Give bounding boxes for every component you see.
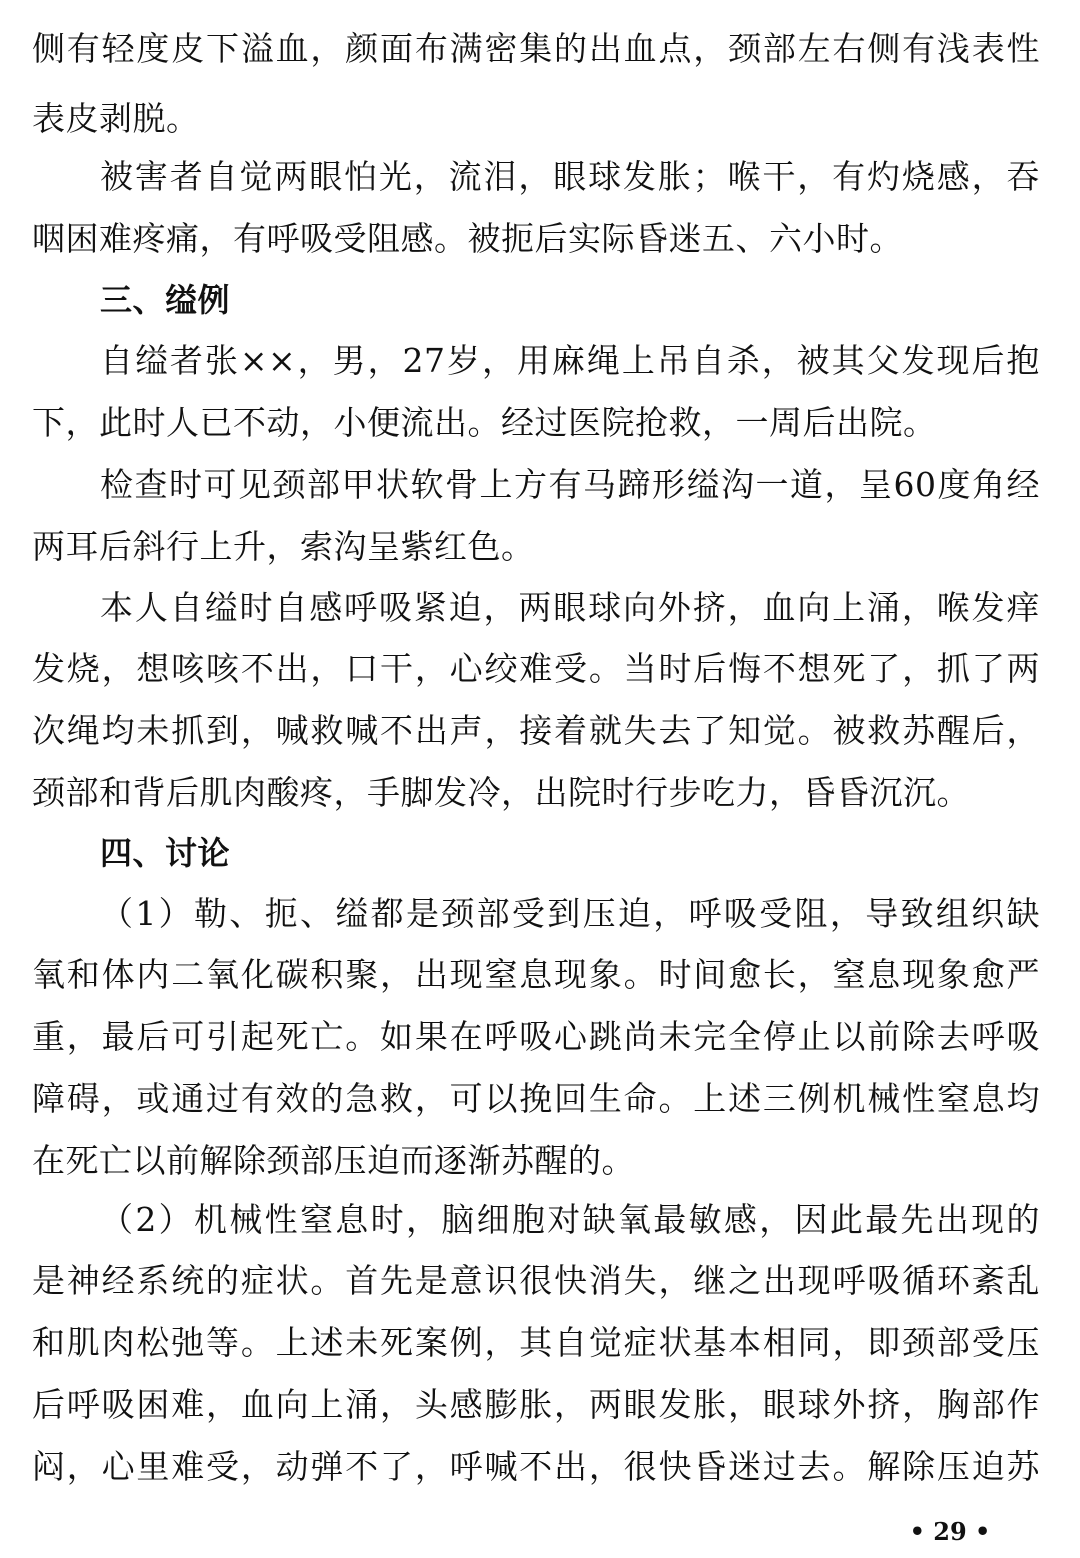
text-line-18: 障碍，或通过有效的急救，可以挽回生命。上述三例机械性窒息均 (32, 1079, 1040, 1118)
text-line-10: 本人自缢时自感呼吸紧迫，两眼球向外挤，血向上涌，喉发痒 (100, 588, 1040, 627)
text-line-11: 发烧，想咳咳不出，口干，心绞难受。当时后悔不想死了，抓了两 (32, 649, 1040, 688)
text-line-8: 检查时可见颈部甲状软骨上方有马蹄形缢沟一道，呈60度角经 (100, 465, 1040, 504)
text-line-20: （2）机械性窒息时，脑细胞对缺氧最敏感，因此最先出现的 (100, 1200, 1040, 1239)
text-line-1: 侧有轻度皮下溢血，颜面布满密集的出血点，颈部左右侧有浅表性 (32, 29, 1040, 68)
text-line-4: 咽困难疼痛，有呼吸受阻感。被扼后实际昏迷五、六小时。 (32, 219, 903, 258)
text-line-19: 在死亡以前解除颈部压迫而逐渐苏醒的。 (32, 1141, 635, 1180)
text-line-17: 重，最后可引起死亡。如果在呼吸心跳尚未完全停止以前除去呼吸 (32, 1017, 1040, 1056)
text-line-9: 两耳后斜行上升，索沟呈紫红色。 (32, 527, 535, 566)
section-heading-3: 三、缢例 (100, 281, 231, 319)
text-line-2: 表皮剥脱。 (32, 99, 200, 138)
page-number: • 29 • (909, 1517, 991, 1546)
section-heading-4: 四、讨论 (100, 834, 231, 872)
text-line-6: 自缢者张××，男，27岁，用麻绳上吊自杀，被其父发现后抱 (100, 341, 1040, 380)
text-line-24: 闷，心里难受，动弹不了，呼喊不出，很快昏迷过去。解除压迫苏 (32, 1447, 1040, 1486)
text-line-22: 和肌肉松弛等。上述未死案例，其自觉症状基本相同，即颈部受压 (32, 1323, 1040, 1362)
text-line-3: 被害者自觉两眼怕光，流泪，眼球发胀；喉干，有灼烧感，吞 (100, 157, 1040, 196)
text-line-7: 下，此时人已不动，小便流出。经过医院抢救，一周后出院。 (32, 403, 937, 442)
text-line-12: 次绳均未抓到，喊救喊不出声，接着就失去了知觉。被救苏醒后， (32, 711, 1040, 750)
text-line-15: （1）勒、扼、缢都是颈部受到压迫，呼吸受阻，导致组织缺 (100, 894, 1040, 933)
text-line-21: 是神经系统的症状。首先是意识很快消失，继之出现呼吸循环紊乱 (32, 1261, 1040, 1300)
text-line-16: 氧和体内二氧化碳积聚，出现窒息现象。时间愈长，窒息现象愈严 (32, 955, 1040, 994)
text-line-13: 颈部和背后肌肉酸疼，手脚发冷，出院时行步吃力，昏昏沉沉。 (32, 773, 970, 812)
text-line-23: 后呼吸困难，血向上涌，头感膨胀，两眼发胀，眼球外挤，胸部作 (32, 1385, 1040, 1424)
